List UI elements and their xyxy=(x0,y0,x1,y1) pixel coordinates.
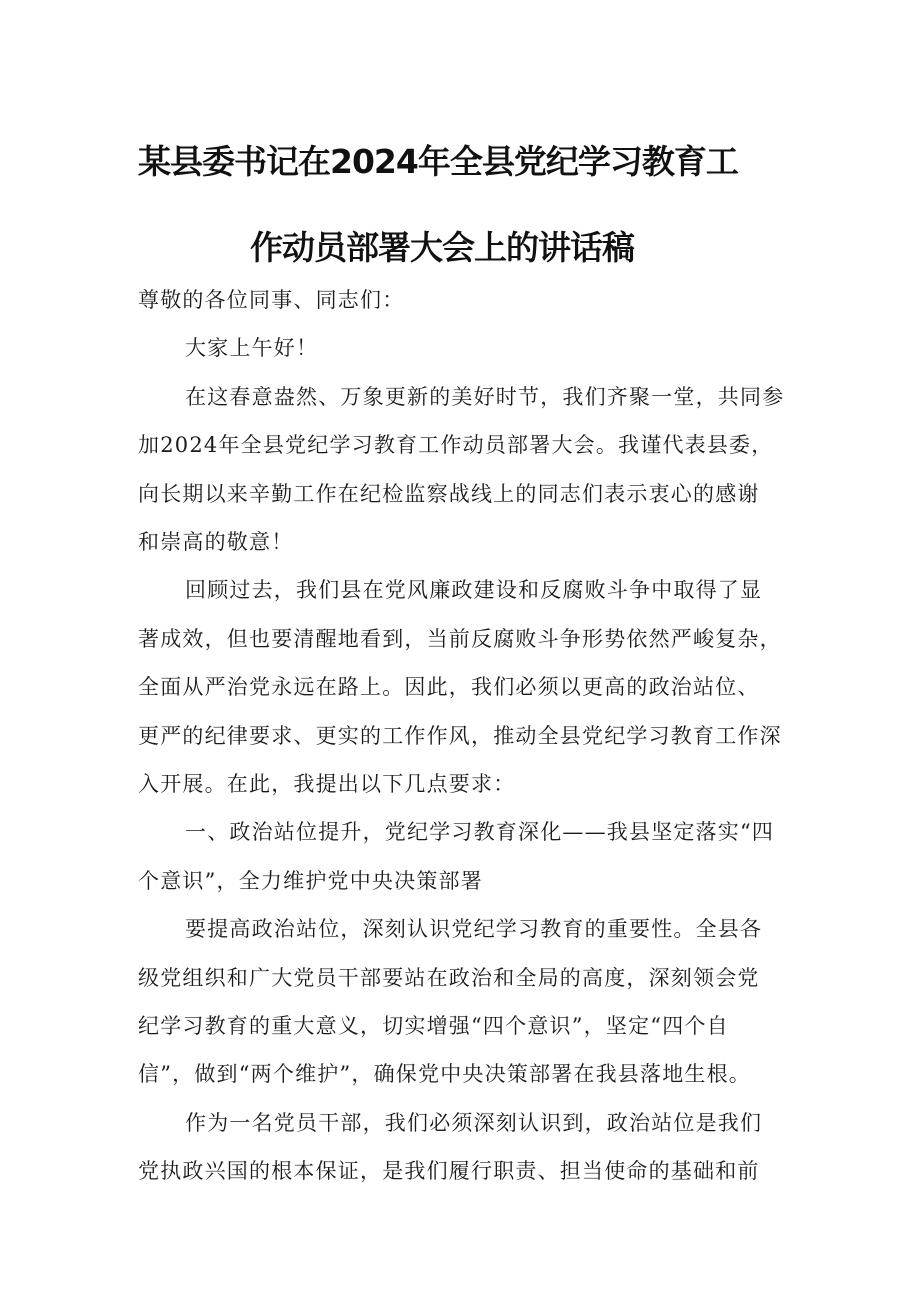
body-line: 信”，做到“两个维护”，确保党中央决策部署在我县落地生根。 xyxy=(138,1062,752,1087)
body-line: 加2024年全县党纪学习教育工作动员部署大会。我谨代表县委， xyxy=(138,433,774,458)
body-line: 更严的纪律要求、更实的工作作风，推动全县党纪学习教育工作深 xyxy=(138,723,782,748)
document-title-line-2: 作动员部署大会上的讲话稿 xyxy=(250,228,634,267)
body-line: 个意识”，全力维护党中央决策部署 xyxy=(138,868,483,893)
body-line: 回顾过去，我们县在党风廉政建设和反腐败斗争中取得了显 xyxy=(185,578,763,603)
body-line: 要提高政治站位，深刻认识党纪学习教育的重要性。全县各 xyxy=(185,917,763,942)
body-line: 纪学习教育的重大意义，切实增强“四个意识”，坚定“四个自 xyxy=(138,1014,729,1038)
body-line: 入开展。在此，我提出以下几点要求： xyxy=(138,772,516,796)
body-line: 在这春意盎然、万象更新的美好时节，我们齐聚一堂，共同参 xyxy=(185,384,785,409)
body-line: 和崇高的敬意！ xyxy=(138,530,294,554)
body-line: 尊敬的各位同事、同志们： xyxy=(138,288,405,312)
body-line: 著成效，但也要清醒地看到，当前反腐败斗争形势依然严峻复杂， xyxy=(138,626,782,651)
body-line: 党执政兴国的根本保证，是我们履行职责、担当使命的基础和前 xyxy=(138,1159,760,1184)
body-line: 向长期以来辛勤工作在纪检监察战线上的同志们表示衷心的感谢 xyxy=(138,481,760,506)
body-line: 一、政治站位提升，党纪学习教育深化——我县坚定落实“四 xyxy=(185,820,775,845)
document-title-line-1: 某县委书记在2024年全县党纪学习教育工 xyxy=(138,142,738,181)
body-line: 大家上午好！ xyxy=(185,336,319,361)
body-line: 作为一名党员干部，我们必须深刻认识到，政治站位是我们 xyxy=(185,1110,763,1135)
body-line: 级党组织和广大党员干部要站在政治和全局的高度，深刻领会党 xyxy=(138,965,760,990)
body-line: 全面从严治党永远在路上。因此，我们必须以更高的政治站位、 xyxy=(138,675,760,700)
